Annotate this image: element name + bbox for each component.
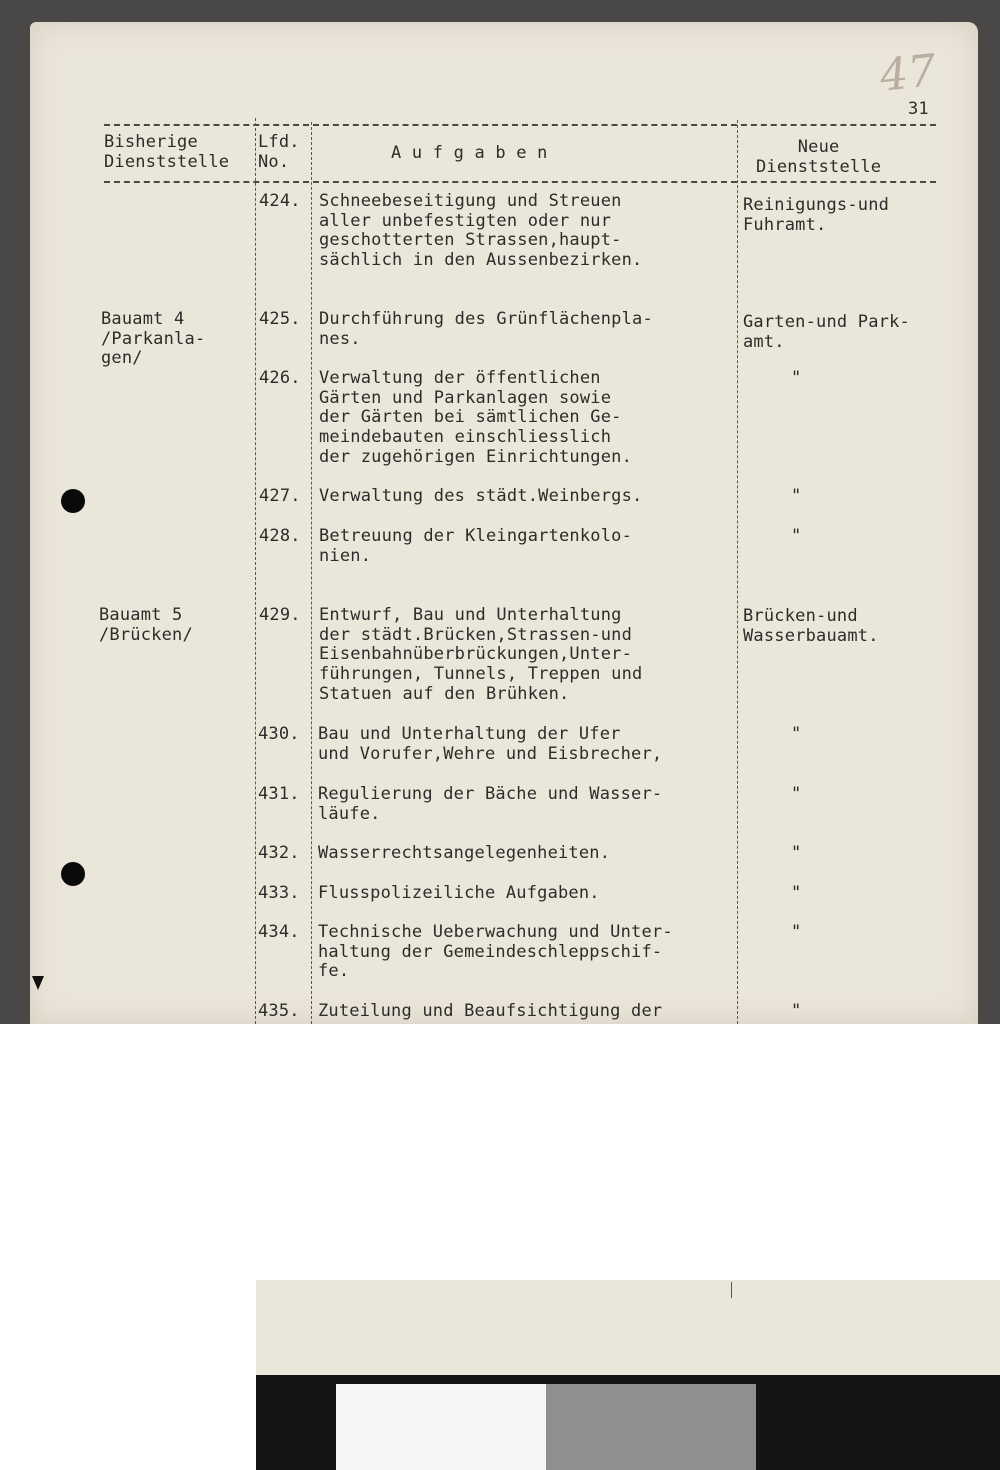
row-428-new-office: " bbox=[791, 526, 802, 546]
row-424-task: Schneebeseitigung und Streuen aller unbefestigten oder nur geschotterten Strassen,haupt- sächlich in den Aussenbezirken. bbox=[319, 191, 643, 271]
column-rule-1 bbox=[255, 118, 256, 1024]
row-430-number: 430. bbox=[258, 724, 300, 744]
row-427-new-office: " bbox=[791, 486, 802, 506]
punch-hole-upper bbox=[61, 489, 85, 513]
row-426-task: Verwaltung der öffentlichen Gärten und Parkanlagen sowie der Gärten bei sämtlichen Ge- meindebauten einschliesslich der zugehörigen Einrichtungen. bbox=[319, 368, 633, 467]
calibration-patch-gray bbox=[546, 1384, 756, 1470]
row-424-new-office: Reinigungs-und Fuhramt. bbox=[743, 195, 890, 235]
row-434-number: 434. bbox=[258, 922, 300, 942]
pin-mark bbox=[32, 976, 44, 990]
row-435-new-office: " bbox=[791, 1001, 802, 1021]
row-432-new-office: " bbox=[791, 843, 802, 863]
row-424-number: 424. bbox=[259, 191, 301, 211]
row-431-number: 431. bbox=[258, 784, 300, 804]
row-425-new-office: Garten-und Park- amt. bbox=[743, 312, 910, 352]
column-rule-2 bbox=[311, 122, 312, 1024]
row-434-task: Technische Ueberwachung und Unter- haltung der Gemeindeschleppschif- fe. bbox=[318, 922, 673, 982]
row-426-number: 426. bbox=[259, 368, 301, 388]
page-fragment-rule bbox=[731, 1282, 732, 1298]
row-431-new-office: " bbox=[791, 784, 802, 804]
punch-hole-lower bbox=[61, 862, 85, 886]
row-429-previous-office: Bauamt 5 /Brücken/ bbox=[99, 605, 193, 645]
column-rule-3 bbox=[737, 120, 738, 1024]
row-435-number: 435. bbox=[258, 1001, 300, 1021]
header-bottom-rule bbox=[104, 181, 936, 183]
header-serial-number: Lfd. No. bbox=[258, 132, 300, 172]
page-fragment-strip bbox=[256, 1280, 1000, 1375]
row-428-number: 428. bbox=[259, 526, 301, 546]
header-new-office: Neue Dienststelle bbox=[756, 137, 882, 177]
calibration-patch-white bbox=[336, 1384, 546, 1470]
row-430-task: Bau und Unterhaltung der Ufer und Vorufer,Wehre und Eisbrecher, bbox=[318, 724, 663, 764]
row-433-task: Flusspolizeiliche Aufgaben. bbox=[318, 883, 600, 903]
header-tasks: A u f g a b e n bbox=[391, 143, 548, 163]
row-433-new-office: " bbox=[791, 883, 802, 903]
row-430-new-office: " bbox=[791, 724, 802, 744]
row-431-task: Regulierung der Bäche und Wasser- läufe. bbox=[318, 784, 663, 824]
row-426-new-office: " bbox=[791, 368, 802, 388]
row-435-task: Zuteilung und Beaufsichtigung der bbox=[318, 1001, 663, 1021]
row-428-task: Betreuung der Kleingartenkolo- nien. bbox=[319, 526, 633, 566]
handwritten-page-number: 47 bbox=[877, 45, 939, 102]
header-previous-office: Bisherige Dienststelle bbox=[104, 132, 230, 172]
row-425-number: 425. bbox=[259, 309, 301, 329]
row-425-previous-office: Bauamt 4 /Parkanla- gen/ bbox=[101, 309, 206, 369]
row-429-task: Entwurf, Bau und Unterhaltung der städt.Brücken,Strassen-und Eisenbahnüberbrückungen,Unter- führungen, Tunnels, Treppen und Statuen auf den Brühken. bbox=[319, 605, 643, 704]
row-429-new-office: Brücken-und Wasserbauamt. bbox=[743, 606, 879, 646]
header-top-rule bbox=[104, 124, 936, 126]
row-425-task: Durchführung des Grünflächenpla- nes. bbox=[319, 309, 653, 349]
row-432-task: Wasserrechtsangelegenheiten. bbox=[318, 843, 611, 863]
page-number: 31 bbox=[908, 99, 929, 119]
row-434-new-office: " bbox=[791, 922, 802, 942]
row-429-number: 429. bbox=[259, 605, 301, 625]
row-427-number: 427. bbox=[259, 486, 301, 506]
row-432-number: 432. bbox=[258, 843, 300, 863]
row-427-task: Verwaltung des städt.Weinbergs. bbox=[319, 486, 643, 506]
row-433-number: 433. bbox=[258, 883, 300, 903]
